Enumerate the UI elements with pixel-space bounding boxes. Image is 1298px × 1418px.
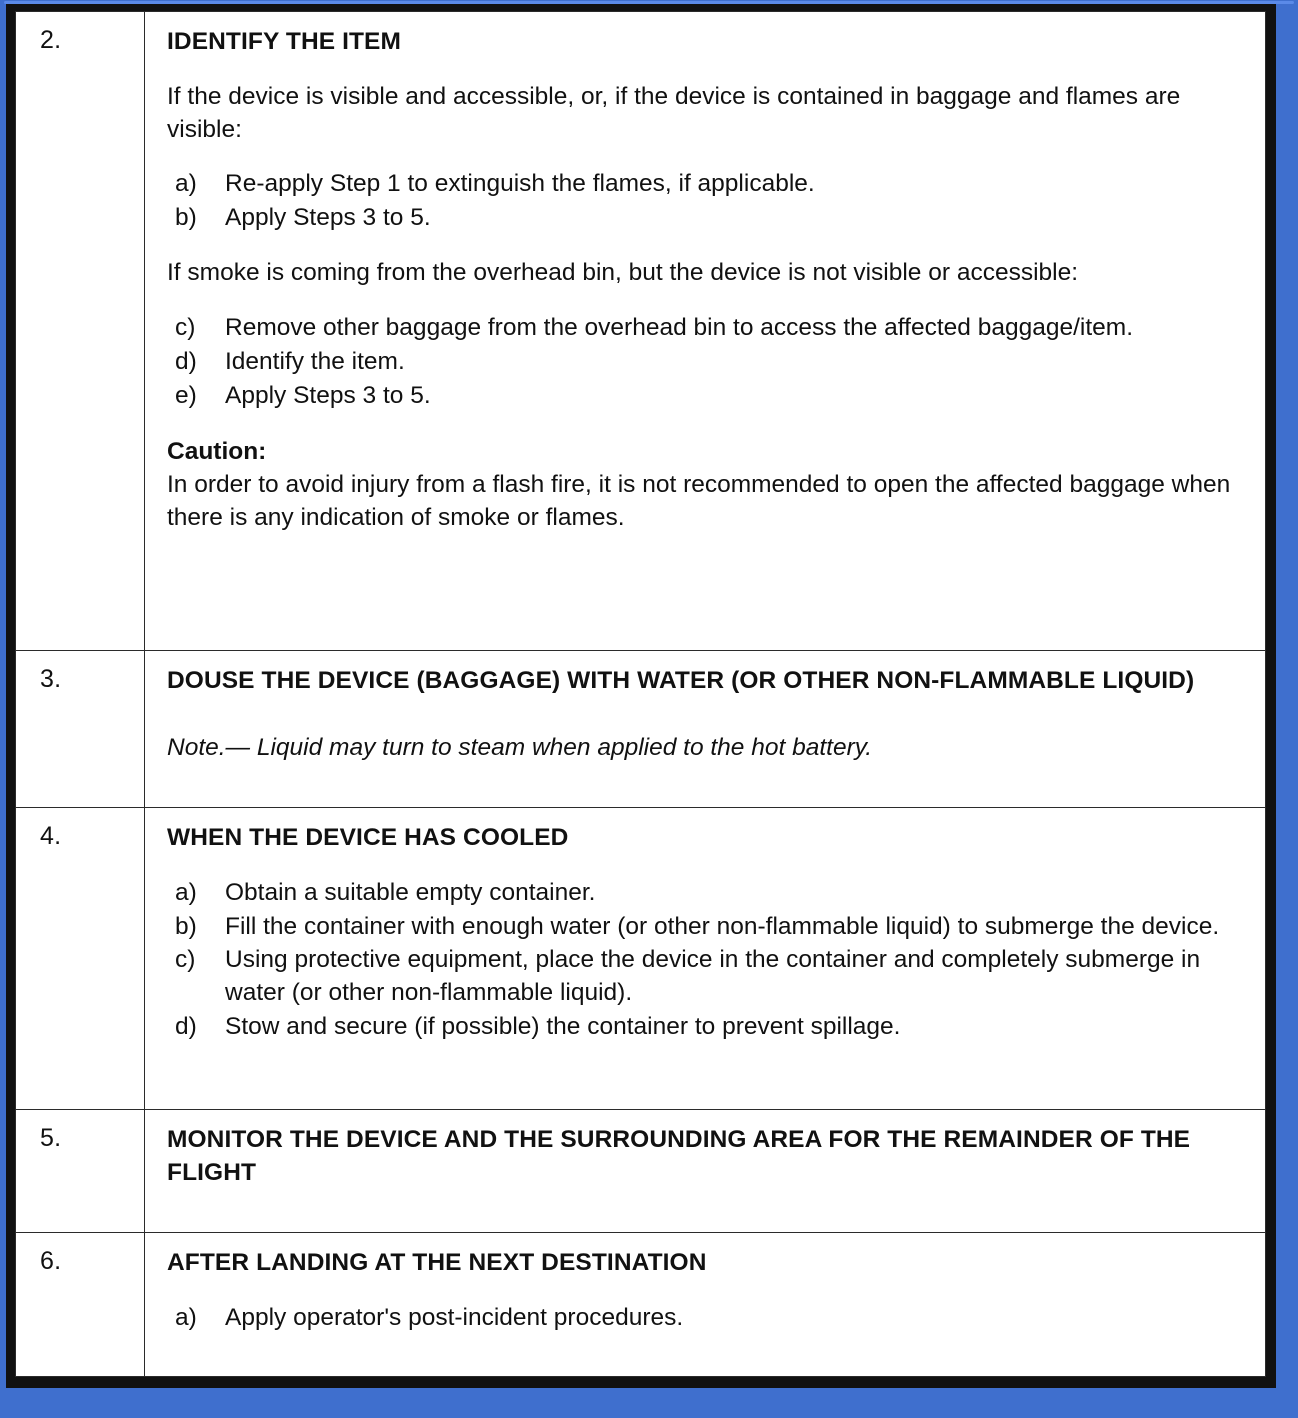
table-row — [16, 651, 1266, 808]
list-item — [167, 911, 1239, 944]
sub-item-text: Apply Steps 3 to 5. — [225, 204, 431, 232]
sub-item-text: Fill the container with enough water (or other non-flammable liquid) to submerge the device. — [225, 912, 1220, 940]
step-note: Note.— Liquid may turn to steam when applied to the hot battery. — [167, 734, 872, 762]
table-row — [16, 1109, 1266, 1232]
step-title: AFTER LANDING AT THE NEXT DESTINATION — [167, 1249, 707, 1277]
step-body-cell — [145, 651, 1266, 808]
step-title: DOUSE THE DEVICE (BAGGAGE) WITH WATER (OR OTHER NON-FLAMMABLE LIQUID) — [167, 667, 1195, 695]
table-row — [16, 1233, 1266, 1377]
document-page — [6, 4, 1276, 1388]
step-title: IDENTIFY THE ITEM — [167, 28, 402, 55]
list-item — [167, 1011, 1239, 1044]
step-intro-paragraph-1: If the device is visible and accessible, or, if the device is contained in baggage and flames are visible: — [167, 82, 1181, 143]
list-item — [167, 312, 1239, 345]
list-item — [167, 877, 1239, 910]
procedure-table — [15, 11, 1266, 1377]
sub-item-list-1 — [167, 168, 1239, 235]
step-intro-paragraph-2: If smoke is coming from the overhead bin, but the device is not visible or accessible: — [167, 259, 1079, 287]
step-number-cell: 5. — [16, 1109, 145, 1232]
sub-item-label: d) — [175, 347, 197, 375]
sub-item-text: Using protective equipment, place the device in the container and completely submerge in water (or other non-flammable liquid). — [225, 946, 1201, 1007]
step-body-cell — [145, 1233, 1266, 1377]
sub-item-label: c) — [175, 313, 196, 341]
step-number-cell: 4. — [16, 807, 145, 1109]
sub-item-label: c) — [175, 946, 196, 974]
caution-text: In order to avoid injury from a flash fire, it is not recommended to open the affected baggage when there is any indication of smoke or flames. — [167, 471, 1231, 532]
list-item — [167, 168, 1239, 201]
list-item — [167, 202, 1239, 235]
step-body-cell — [145, 807, 1266, 1109]
sub-item-list-2 — [167, 312, 1239, 412]
step-number-cell: 3. — [16, 651, 145, 808]
sub-item-label: d) — [175, 1013, 197, 1041]
sub-item-label: b) — [175, 912, 197, 940]
table-row — [16, 807, 1266, 1109]
sub-item-label: e) — [175, 381, 197, 409]
sub-item-label: a) — [175, 1304, 197, 1332]
step-body-cell — [145, 1109, 1266, 1232]
step-title: WHEN THE DEVICE HAS COOLED — [167, 823, 569, 851]
list-item — [167, 1302, 1239, 1335]
list-item — [167, 944, 1239, 1010]
sub-item-label: a) — [175, 170, 197, 198]
sub-item-text: Remove other baggage from the overhead bin to access the affected baggage/item. — [225, 313, 1133, 341]
sub-item-text: Identify the item. — [225, 347, 405, 375]
sub-item-text: Obtain a suitable empty container. — [225, 878, 596, 906]
sub-item-text: Apply operator's post-incident procedures. — [225, 1304, 684, 1332]
caution-heading: Caution: — [167, 438, 267, 466]
sub-item-text: Re-apply Step 1 to extinguish the flames, if applicable. — [225, 170, 815, 198]
sub-item-list — [167, 1302, 1239, 1335]
sub-item-text: Stow and secure (if possible) the container to prevent spillage. — [225, 1013, 901, 1041]
step-number-cell: 6. — [16, 1233, 145, 1377]
sub-item-label: a) — [175, 878, 197, 906]
table-row — [16, 12, 1266, 651]
step-body-cell — [145, 12, 1266, 651]
sub-item-list — [167, 877, 1239, 1044]
sub-item-text: Apply Steps 3 to 5. — [225, 381, 431, 409]
sub-item-label: b) — [175, 204, 197, 232]
list-item — [167, 346, 1239, 379]
list-item — [167, 380, 1239, 413]
step-number-cell: 2. — [16, 12, 145, 651]
step-title: MONITOR THE DEVICE AND THE SURROUNDING AREA FOR THE REMAINDER OF THE FLIGHT — [167, 1125, 1191, 1186]
